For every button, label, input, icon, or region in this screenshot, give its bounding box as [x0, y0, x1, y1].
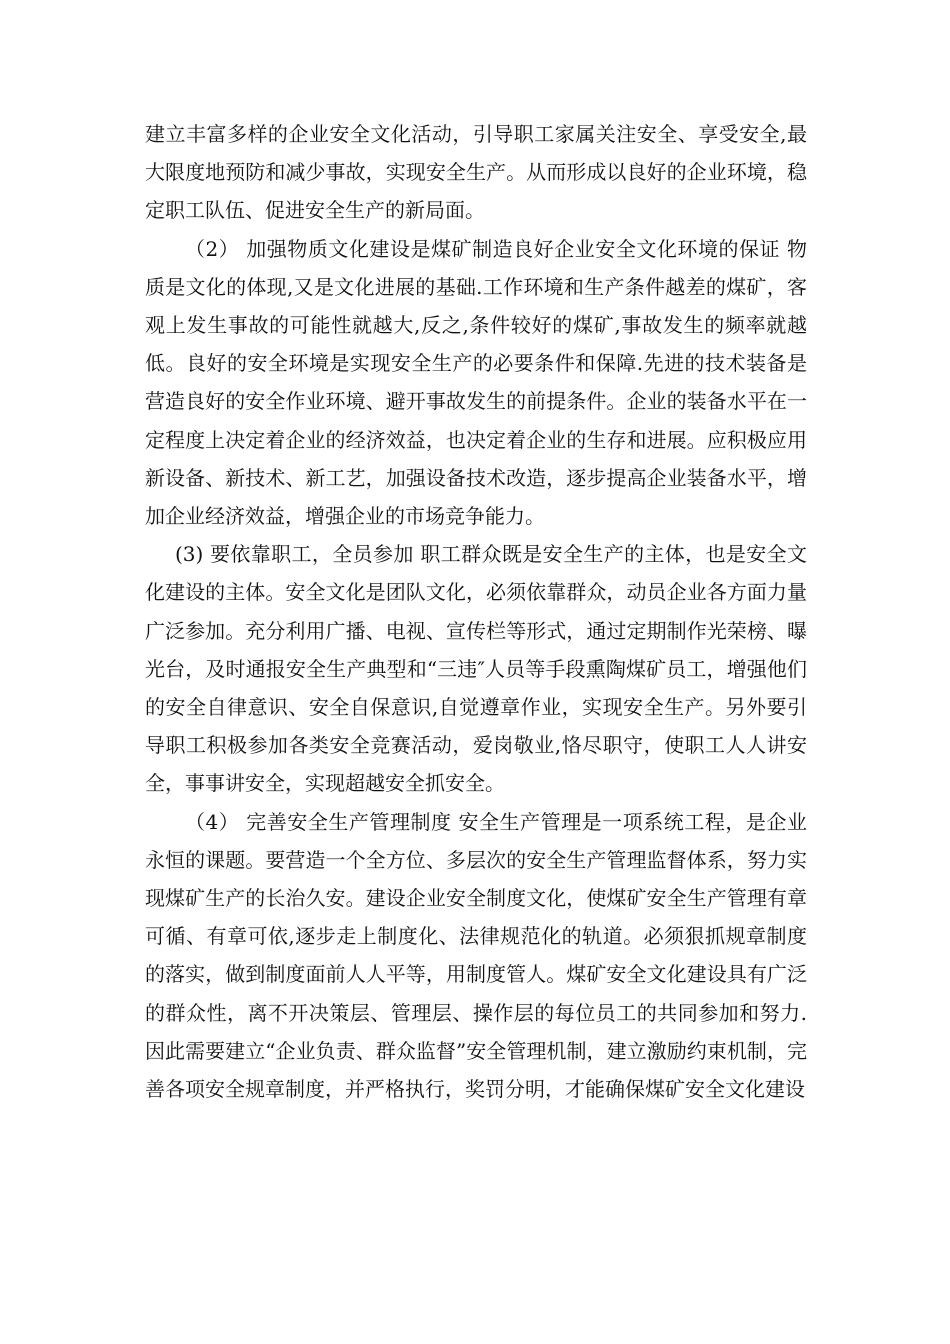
- paragraph-rely-on-workers: (3) 要依靠职工，全员参加 职工群众既是安全生产的主体，也是安全文化建设的主体。安全文化是团队文化，必须依靠群众，动员企业各方面力量广泛参加。充分利用广播、电视、宣传栏等形式，通过定期制作光荣榜、曝光台，及时通报安全生产典型和“三违″人员等手段熏陶煤矿员工，增强他们的安全自律意识、安全自保意识,自觉遵章作业，实现安全生产。另外要引导职工积极参加各类安全竞赛活动，爱岗敬业,恪尽职守，使职工人人讲安全，事事讲安全，实现超越安全抓安全。: [145, 542, 807, 796]
- paragraph-management-system: （4） 完善安全生产管理制度 安全生产管理是一项系统工程，是企业永恒的课题。要营造一个全方位、多层次的安全生产管理监督体系，努力实现煤矿生产的长治久安。建设企业安全制度文化，使煤矿安全生产管理有章可循、有章可依,逐步走上制度化、法律规范化的轨道。必须狠抓规章制度的落实，做到制度面前人人平等，用制度管人。煤矿安全文化建设具有广泛的群众性，离不开决策层、管理层、操作层的每位员工的共同参加和努力.因此需要建立“企业负责、群众监督”安全管理机制，建立激励约束机制，完善各项安全规章制度，并严格执行，奖罚分明，才能确保煤矿安全文化建设: [145, 809, 807, 1102]
- paragraph-continuation: 建立丰富多样的企业安全文化活动，引导职工家属关注安全、享受安全,最大限度地预防和减少事故，实现安全生产。从而形成以良好的企业环境，稳定职工队伍、促进安全生产的新局面。: [145, 122, 807, 223]
- document-body: [145, 115, 807, 1108]
- paragraph-material-culture: （2） 加强物质文化建设是煤矿制造良好企业安全文化环境的保证 物质是文化的体现,又是文化进展的基础.工作环境和生产条件越差的煤矿，客观上发生事故的可能性就越大,反之,条件较好的煤矿,事故发生的频率就越低。良好的安全环境是实现安全生产的必要条件和保障.先进的技术装备是营造良好的安全作业环境、避开事故发生的前提条件。企业的装备水平在一定程度上决定着企业的经济效益，也决定着企业的生存和进展。应积极应用新设备、新技术、新工艺，加强设备技术改造，逐步提高企业装备水平，增加企业经济效益，增强企业的市场竞争能力。: [145, 236, 807, 529]
